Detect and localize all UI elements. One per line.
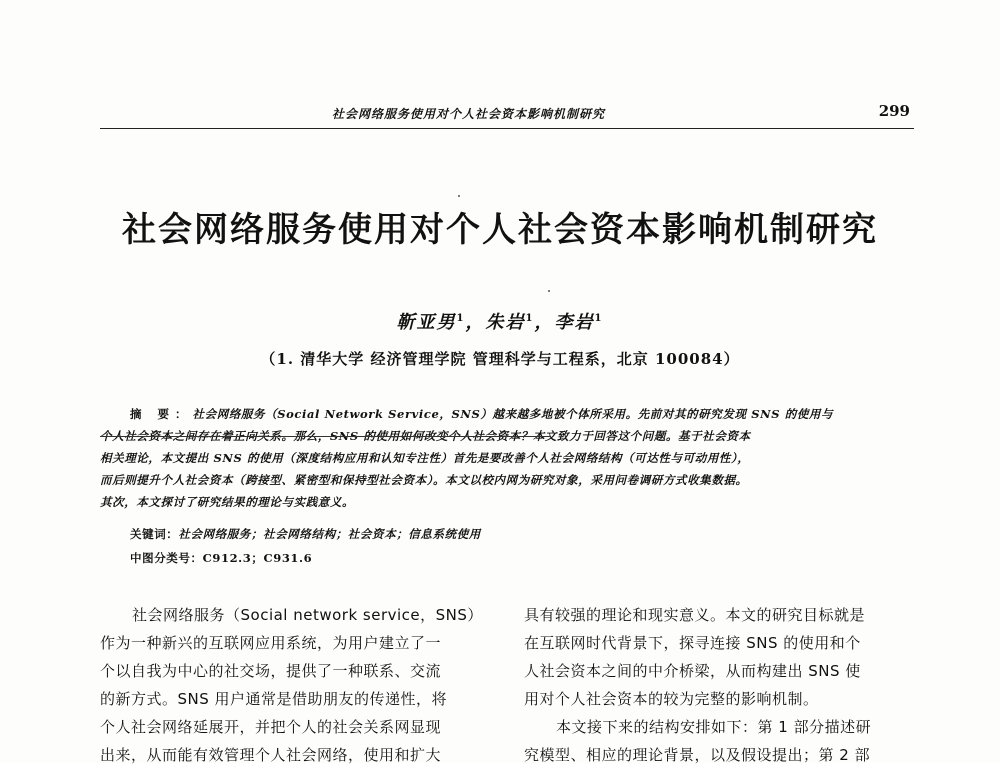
abstract-text: 社会网络服务（Social Network Service，SNS）越来越多地被个体所采用。先前对其的研究发现 SNS 的使用与 <box>192 407 834 421</box>
body-line: 究模型、相应的理论背景，以及假设提出；第 2 部 <box>524 746 871 764</box>
body-line: 人社会资本之间的中介桥梁，从而构建出 SNS 使 <box>524 662 861 680</box>
classification-value: C912.3；C931.6 <box>202 551 313 565</box>
author-name: 朱岩 <box>485 312 526 333</box>
body-line: 用对个人社会资本的较为完整的影响机制。 <box>524 690 819 708</box>
body-column-left <box>100 601 500 769</box>
scan-speck <box>458 195 460 197</box>
body-line: 本文接下来的结构安排如下：第 1 部分描述研 <box>556 718 872 736</box>
body-line: 的新方式。SNS 用户通常是借助朋友的传递性，将 <box>100 690 448 708</box>
body-line: 个人社会网络延展开，并把个人的社会关系网显现 <box>100 718 442 736</box>
abstract <box>100 403 918 513</box>
abstract-line: 相关理论，本文提出 SNS 的使用（深度结构应用和认知专注性）首先是要改善个人社会网络结构（可达性与可动用性）， <box>100 451 750 465</box>
scan-strike-line <box>100 436 550 437</box>
abstract-line <box>100 403 918 425</box>
abstract-line: 而后则提升个人社会资本（跨接型、紧密型和保持型社会资本）。本文以校内网为研究对象，采用问卷调研方式收集数据。 <box>100 473 748 487</box>
paper-title: 社会网络服务使用对个人社会资本影响机制研究 <box>122 210 878 250</box>
keywords-label: 关键词： <box>130 527 179 541</box>
abstract-line: 其次，本文探讨了研究结果的理论与实践意义。 <box>100 495 355 509</box>
keywords <box>130 526 481 542</box>
author-separator: ， <box>534 312 555 333</box>
author-affiliation-mark: 1 <box>456 313 466 324</box>
abstract-line: 个人社会资本之间存在着正向关系。那么，SNS 的使用如何改变个人社会资本？本文致力于回答这个问题。基于社会资本 <box>100 429 751 443</box>
classification-label: 中图分类号： <box>130 551 203 565</box>
header-rule <box>100 128 914 129</box>
author-name: 靳亚男 <box>396 312 457 333</box>
author-separator: ， <box>465 312 486 333</box>
author-affiliation-mark: 1 <box>594 313 604 324</box>
author-name: 李岩 <box>554 312 595 333</box>
body-line: 出来，从而能有效管理个人社会网络，使用和扩大 <box>100 746 442 764</box>
body-line: 社会网络服务（Social network service，SNS） <box>132 606 483 624</box>
affiliation: （1. 清华大学 经济管理学院 管理科学与工程系，北京 100084） <box>260 350 740 368</box>
author-affiliation-mark: 1 <box>525 313 535 324</box>
scan-speck <box>548 290 550 292</box>
classification <box>130 550 312 566</box>
page-number: 299 <box>878 102 910 120</box>
body-line: 在互联网时代背景下，探寻连接 SNS 的使用和个 <box>524 634 861 652</box>
body-column-right <box>524 601 924 769</box>
body-line: 个以自我为中心的社交场，提供了一种联系、交流 <box>100 662 442 680</box>
author-list <box>0 308 1000 334</box>
body-line: 具有较强的理论和现实意义。本文的研究目标就是 <box>524 606 866 624</box>
keywords-value: 社会网络服务；社会网络结构；社会资本；信息系统使用 <box>178 527 481 541</box>
running-title: 社会网络服务使用对个人社会资本影响机制研究 <box>332 107 606 121</box>
running-header <box>100 100 912 126</box>
abstract-label: 摘 要： <box>130 407 193 421</box>
body-line: 作为一种新兴的互联网应用系统，为用户建立了一 <box>100 634 442 652</box>
